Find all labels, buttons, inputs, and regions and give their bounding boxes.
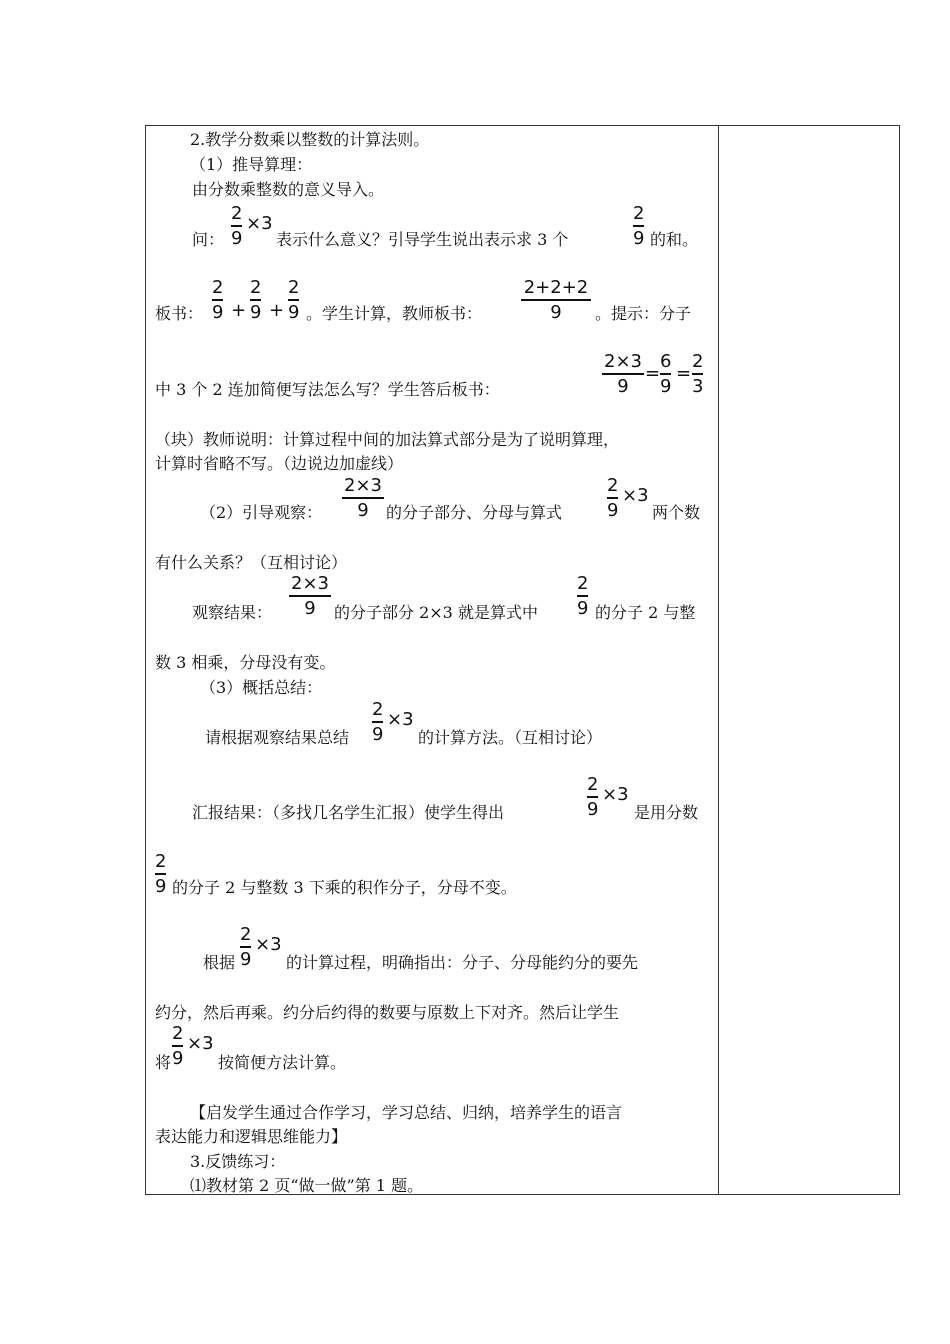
text-line: 约分，然后再乘。约分后约得的数要与原数上下对齐。然后让学生: [155, 1003, 620, 1022]
times-operator: ×3: [187, 1033, 214, 1054]
plus-operator: +: [269, 300, 285, 321]
fraction: 2 9: [155, 851, 167, 897]
text-line: 的计算方法。（互相讨论）: [418, 728, 603, 747]
equals-sign: =: [645, 363, 661, 384]
fraction: 2 9: [212, 277, 224, 323]
text-line: 【启发学生通过合作学习，学习总结、归纳，培养学生的语言: [190, 1103, 623, 1122]
equals-sign: =: [676, 363, 692, 384]
text-line: 按简便方法计算。: [218, 1053, 347, 1072]
fraction: 2×3 9: [604, 351, 642, 397]
text-line: 根据: [203, 953, 236, 972]
times-operator: ×3: [387, 709, 414, 730]
text-line: 表达能力和逻辑思维能力】: [155, 1127, 348, 1146]
fraction: 2 9: [231, 203, 243, 249]
subheading-1: （1）推导算理：: [190, 155, 313, 174]
fraction: 2×3 9: [344, 475, 382, 521]
text-line: 的和。: [650, 230, 699, 249]
section-heading: 3.反馈练习：: [190, 1152, 286, 1171]
times-operator: ×3: [255, 934, 282, 955]
column-divider: [718, 125, 719, 1195]
text-line: 汇报结果：（多找几名学生汇报）使学生得出: [192, 803, 505, 822]
text-line: 。学生计算，教师板书：: [306, 304, 483, 323]
fraction: 2 9: [172, 1023, 184, 1069]
text-line: 的计算过程，明确指出：分子、分母能约分的要先: [286, 953, 639, 972]
text-line: 。提示：分子: [595, 304, 692, 323]
fraction: 2 9: [240, 924, 252, 970]
text-line: 将: [155, 1053, 172, 1072]
fraction: 2 9: [587, 774, 599, 820]
subheading-2: （2）引导观察：: [200, 503, 323, 522]
fraction: 2×3 9: [291, 573, 329, 619]
section-heading: 2.教学分数乘以整数的计算法则。: [190, 130, 430, 149]
times-operator: ×3: [602, 784, 629, 805]
times-operator: ×3: [622, 485, 649, 506]
text-line: 的分子 2 与整: [595, 603, 696, 622]
text-line: 请根据观察结果总结: [205, 728, 350, 747]
fraction: 2+2+2 9: [521, 278, 591, 323]
fraction: 2 9: [633, 203, 645, 249]
text-line: 的分子部分、分母与算式: [386, 503, 563, 522]
text-line: 计算时省略不写。（边说边加虚线）: [155, 454, 404, 473]
text-line: 由分数乘整数的意义导入。: [192, 180, 385, 199]
fraction: 2 3: [692, 351, 704, 397]
text-line: 数 3 相乘，分母没有变。: [155, 653, 336, 672]
text-line: 有什么关系？（互相讨论）: [155, 553, 348, 572]
fraction: 2 9: [372, 699, 384, 745]
text-line: 问：: [192, 230, 225, 249]
subheading-3: （3）概括总结：: [200, 678, 323, 697]
fraction: 2 9: [577, 573, 589, 619]
text-line: （块）教师说明：计算过程中间的加法算式部分是为了说明算理，: [155, 430, 620, 449]
text-line: 是用分数: [634, 803, 699, 822]
fraction: 2 9: [250, 277, 262, 323]
plus-operator: +: [231, 300, 247, 321]
text-line: 表示什么意义？引导学生说出表示求 3 个: [276, 230, 569, 249]
fraction: 2 9: [288, 277, 300, 323]
text-line: 的分子 2 与整数 3 下乘的积作分子，分母不变。: [172, 878, 517, 897]
text-line: 板书：: [155, 304, 204, 323]
times-operator: ×3: [246, 213, 273, 234]
exercise-item: ⑴教材第 2 页“做一做”第 1 题。: [190, 1176, 424, 1195]
text-line: 中 3 个 2 连加简便写法怎么写？学生答后板书：: [155, 380, 500, 399]
text-line: 的分子部分 2×3 就是算式中: [334, 603, 538, 622]
text-line: 两个数: [652, 503, 701, 522]
text-line: 观察结果：: [192, 603, 273, 622]
fraction: 2 9: [607, 475, 619, 521]
fraction: 6 9: [660, 351, 672, 397]
